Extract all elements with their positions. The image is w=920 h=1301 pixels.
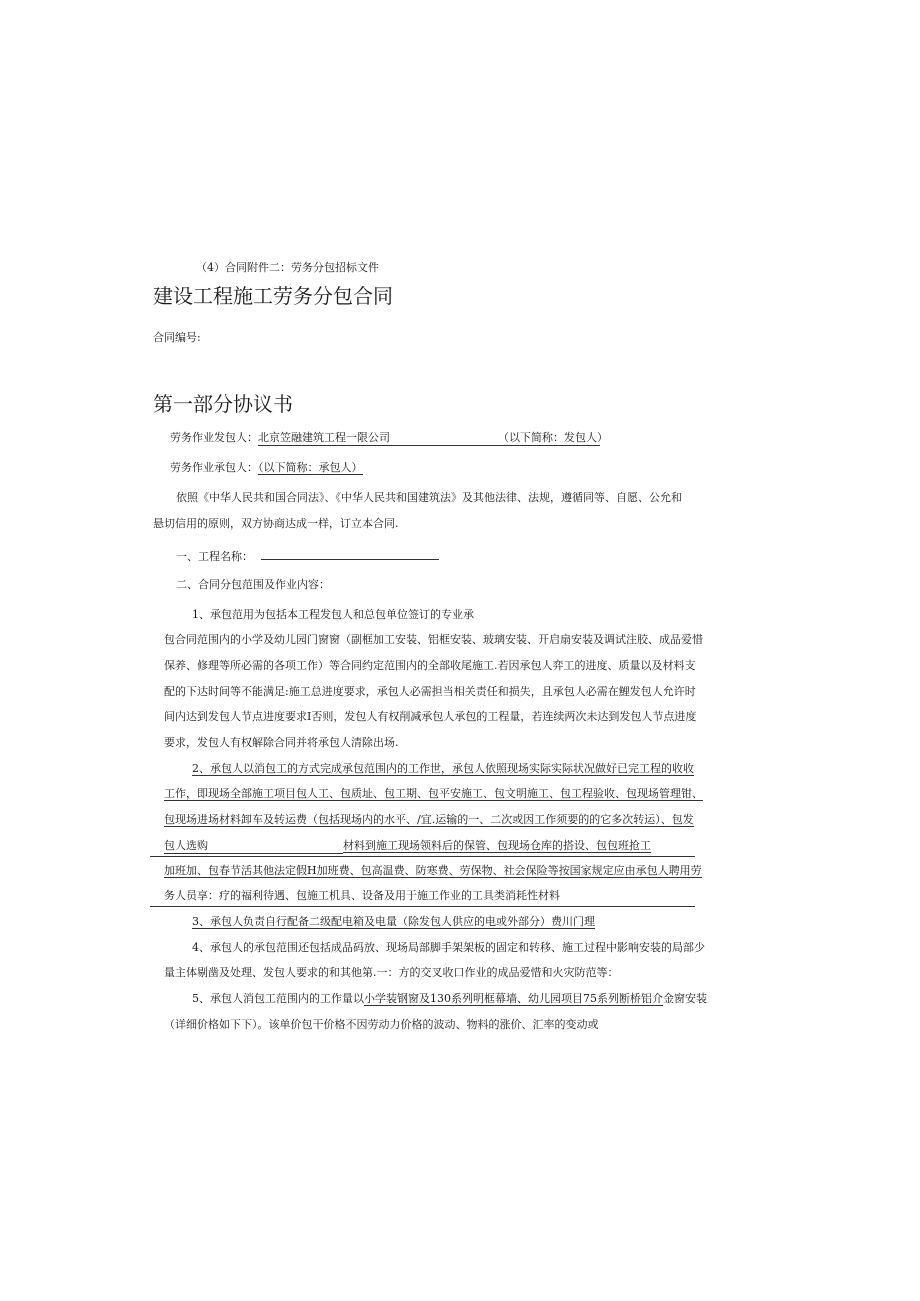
contract-number-label: 合同编号: <box>153 331 201 344</box>
preamble-line-1: 依照《中华人民共和国合同法》、《中华人民共和国建筑法》及其他法律、法规，遵循同等、自愿、公允和 <box>176 491 682 504</box>
employer-line <box>170 431 608 446</box>
project-name-line <box>176 548 439 564</box>
project-name-field <box>261 548 439 560</box>
item5-line-1 <box>192 992 707 1006</box>
employer-name: 北京笠融建筑工程一限公司 <box>258 431 390 444</box>
item2-line-3-text: 包现场进场材料卸车及转运费（包括现场内的水平、/宜.运输的一、二次或因工作须要的的它多次转运）、包发 <box>164 813 694 826</box>
item2-line-4-end: 材料到施工现场领料后的保管、包现场仓库的搭设、包包班抢工 <box>343 839 651 852</box>
item1-line-1: 1、承包范用为包括本工程发包人和总包单位签订的专业承 <box>192 608 474 621</box>
item1-line-4: 配的下达时间等不能满足:施工总进度要求，承包人必需担当相关责任和损失，且承包人必需在鯉发包人允许时 <box>164 685 696 698</box>
item5-prefix: 5、承包人消包工范围内的工作量以 <box>192 992 364 1005</box>
item1-line-3: 保养、修理等所必需的各项工作）等合同约定范围内的全部收尾施工.若因承包人弈工的进度、质量以及材料支 <box>164 659 696 672</box>
employer-short-name: （以下简称：发包人） <box>498 431 608 444</box>
item2-rule-2 <box>150 906 695 907</box>
contractor-label: 劳务作业承包人： <box>170 461 258 474</box>
item2-line-3 <box>164 813 694 827</box>
item1-line-6: 要求，发包人有权解除合同并将承包人清除出场. <box>164 736 399 749</box>
part-title: 第一部分协议书 <box>153 392 293 416</box>
item1-line-5: 间内达到发包人节点进度要求I否则，发包人有权削减承包人承包的工程量，若连续两次未达到发包人节点进度 <box>164 710 697 723</box>
item2-line-4-start: 包人选购 <box>164 839 343 854</box>
employer-label: 劳务作业发包人： <box>170 431 258 444</box>
item4-line-2: 量主体剔凿及处理、发包人要求的和其他第.一：方的交叉收口作业的成品爱惜和火灾防范等： <box>164 966 619 979</box>
item2-line-1-text: 2、承包人以消包工的方式完成承包范围内的工作世，承包人依照现场实际实际状况做好已完工程的收收 <box>192 762 694 775</box>
project-name-label: 一、工程名称： <box>176 550 253 563</box>
item2-line-6: 务人员享：疗的福利待遇、包施工机具、设备及用于施工作业的工具类消耗性材料 <box>164 889 560 902</box>
item5-underlined: 小学装钢窗及130系列明框幕墙、幼儿园项目75系列断桥铝介 <box>364 992 663 1005</box>
item2-line-1 <box>192 762 694 776</box>
item4-line-1: 4、承包人的承包范围还包括成品码放、现场局部脚手架架板的固定和转移、施工过程中影响安装的局部少 <box>192 941 705 954</box>
item2-line-5 <box>164 864 702 878</box>
item1-line-2: 包合同范围内的小学及幼儿园门窗窗（副框加工安装、铝框安装、玻璃安装、开启扇安装及调试注胶、成品爱惜 <box>164 633 703 646</box>
item3-text: 3、承包人负责自行配备二级配电箱及电量（除发包人供应的电或外部分）费川门理 <box>192 915 595 928</box>
employer-field <box>258 431 608 446</box>
contractor-line <box>170 461 363 475</box>
item2-line-5-text: 加班加、包春节活其他法定假H加班费、包高温费、防寒费、劳保物、社会保险等按国家规定应由承包人聘用劳 <box>164 864 702 877</box>
preamble-line-2: 悬切信用的原则，双方协商达成一样，订立本合同. <box>153 517 399 530</box>
item3-line <box>192 915 595 929</box>
scope-heading: 二、合同分包范围及作业内容： <box>176 578 330 591</box>
item2-line-4 <box>164 839 651 854</box>
item5-suffix: 金窗安装 <box>663 992 707 1005</box>
item2-rule-1 <box>150 856 695 857</box>
attachment-note: （4）合同附件二：劳务分包招标文件 <box>196 261 379 274</box>
item2-line-2-text: 工作，即现场全部施工项目包人工、包质址、包工期、包平安施工、包文明施工、包工程验收、包现场管理钳、 <box>164 787 703 800</box>
contract-title: 建设工程施工劳务分包合同 <box>153 284 393 308</box>
item2-line-2 <box>164 787 703 801</box>
item5-line-2: （详细价格如下下）。该单价包干价格不因劳动力价格的波动、物料的涨价、汇率的变动或 <box>164 1018 599 1031</box>
contractor-short-name: （以下简称：承包人） <box>258 461 363 474</box>
